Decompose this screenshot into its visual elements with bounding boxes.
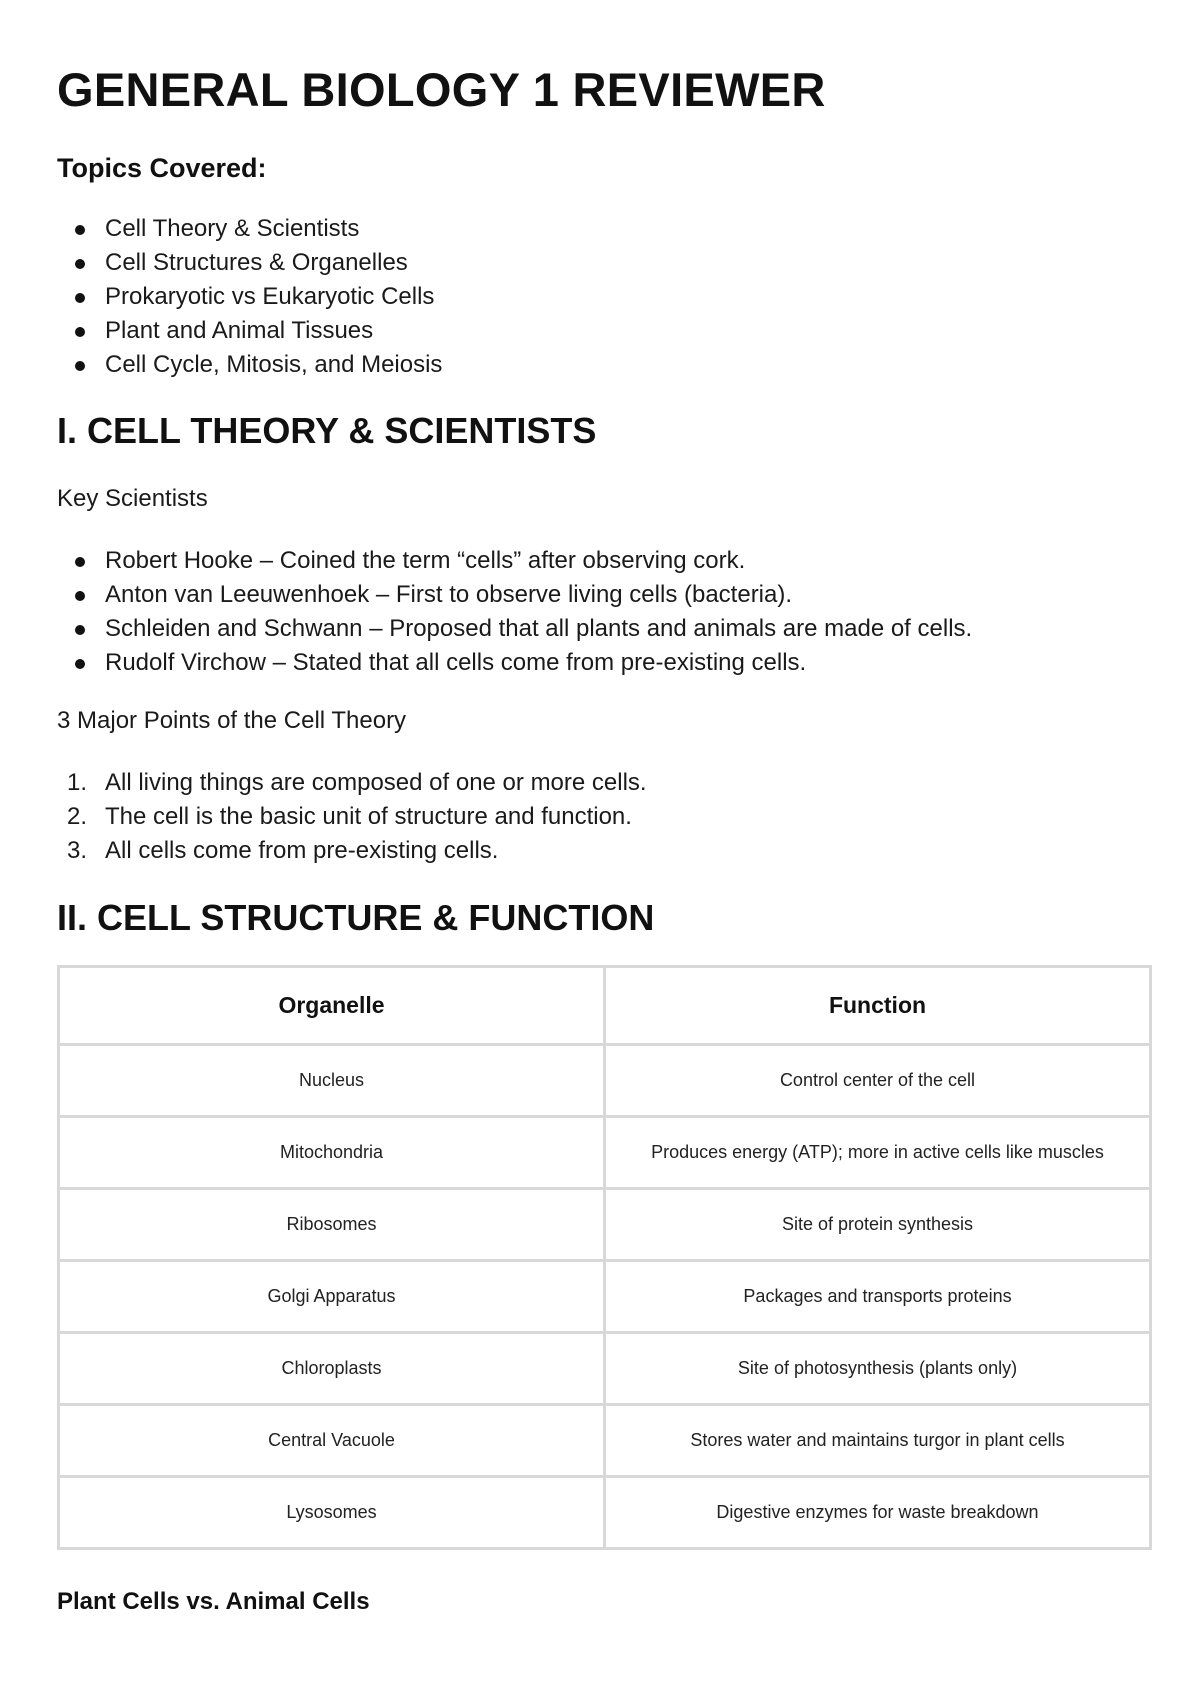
organelle-cell: Nucleus [59, 1045, 605, 1117]
list-item: Schleiden and Schwann – Proposed that all plants and animals are made of cells. [57, 612, 972, 646]
list-item [57, 766, 647, 800]
table-row [59, 1045, 1151, 1117]
document-title: GENERAL BIOLOGY 1 REVIEWER [57, 63, 826, 116]
list-item: Cell Theory & Scientists [57, 212, 442, 246]
list-item: Anton van Leeuwenhoek – First to observe living cells (bacteria). [57, 578, 972, 612]
organelle-cell: Lysosomes [59, 1477, 605, 1549]
organelle-table [57, 965, 1152, 1550]
list-number: 1. [67, 769, 88, 796]
function-cell: Produces energy (ATP); more in active cells like muscles [605, 1117, 1151, 1189]
topics-list [57, 212, 442, 382]
table-row [59, 1117, 1151, 1189]
list-item [57, 800, 647, 834]
organelle-cell: Ribosomes [59, 1189, 605, 1261]
list-item: Prokaryotic vs Eukaryotic Cells [57, 280, 442, 314]
table-row [59, 1333, 1151, 1405]
topics-heading: Topics Covered: [57, 153, 267, 183]
list-item-text: All cells come from pre-existing cells. [105, 837, 499, 864]
section-title-cell-theory: I. CELL THEORY & SCIENTISTS [57, 410, 597, 451]
function-cell: Packages and transports proteins [605, 1261, 1151, 1333]
organelle-cell: Mitochondria [59, 1117, 605, 1189]
list-item: Cell Structures & Organelles [57, 246, 442, 280]
function-cell: Site of protein synthesis [605, 1189, 1151, 1261]
table-row [59, 1189, 1151, 1261]
function-cell: Digestive enzymes for waste breakdown [605, 1477, 1151, 1549]
section-title-cell-structure: II. CELL STRUCTURE & FUNCTION [57, 897, 655, 938]
list-number: 3. [67, 837, 88, 864]
cell-theory-points-list [57, 766, 647, 868]
plant-vs-animal-heading: Plant Cells vs. Animal Cells [57, 1588, 370, 1615]
organelle-cell: Golgi Apparatus [59, 1261, 605, 1333]
function-cell: Stores water and maintains turgor in plant cells [605, 1405, 1151, 1477]
list-item: Cell Cycle, Mitosis, and Meiosis [57, 348, 442, 382]
list-item: Plant and Animal Tissues [57, 314, 442, 348]
organelle-cell: Chloroplasts [59, 1333, 605, 1405]
scientists-list [57, 544, 972, 680]
column-header-function: Function [605, 967, 1151, 1045]
list-item-text: The cell is the basic unit of structure and function. [105, 803, 632, 830]
list-item: Rudolf Virchow – Stated that all cells come from pre-existing cells. [57, 646, 972, 680]
list-number: 2. [67, 803, 88, 830]
table-row [59, 1477, 1151, 1549]
column-header-organelle: Organelle [59, 967, 605, 1045]
list-item [57, 834, 647, 868]
key-scientists-label: Key Scientists [57, 485, 208, 512]
table-row [59, 1405, 1151, 1477]
major-points-label: 3 Major Points of the Cell Theory [57, 707, 407, 734]
organelle-cell: Central Vacuole [59, 1405, 605, 1477]
table-row [59, 1261, 1151, 1333]
function-cell: Control center of the cell [605, 1045, 1151, 1117]
list-item-text: All living things are composed of one or more cells. [105, 769, 647, 796]
list-item: Robert Hooke – Coined the term “cells” after observing cork. [57, 544, 972, 578]
table-header-row [59, 967, 1151, 1045]
function-cell: Site of photosynthesis (plants only) [605, 1333, 1151, 1405]
